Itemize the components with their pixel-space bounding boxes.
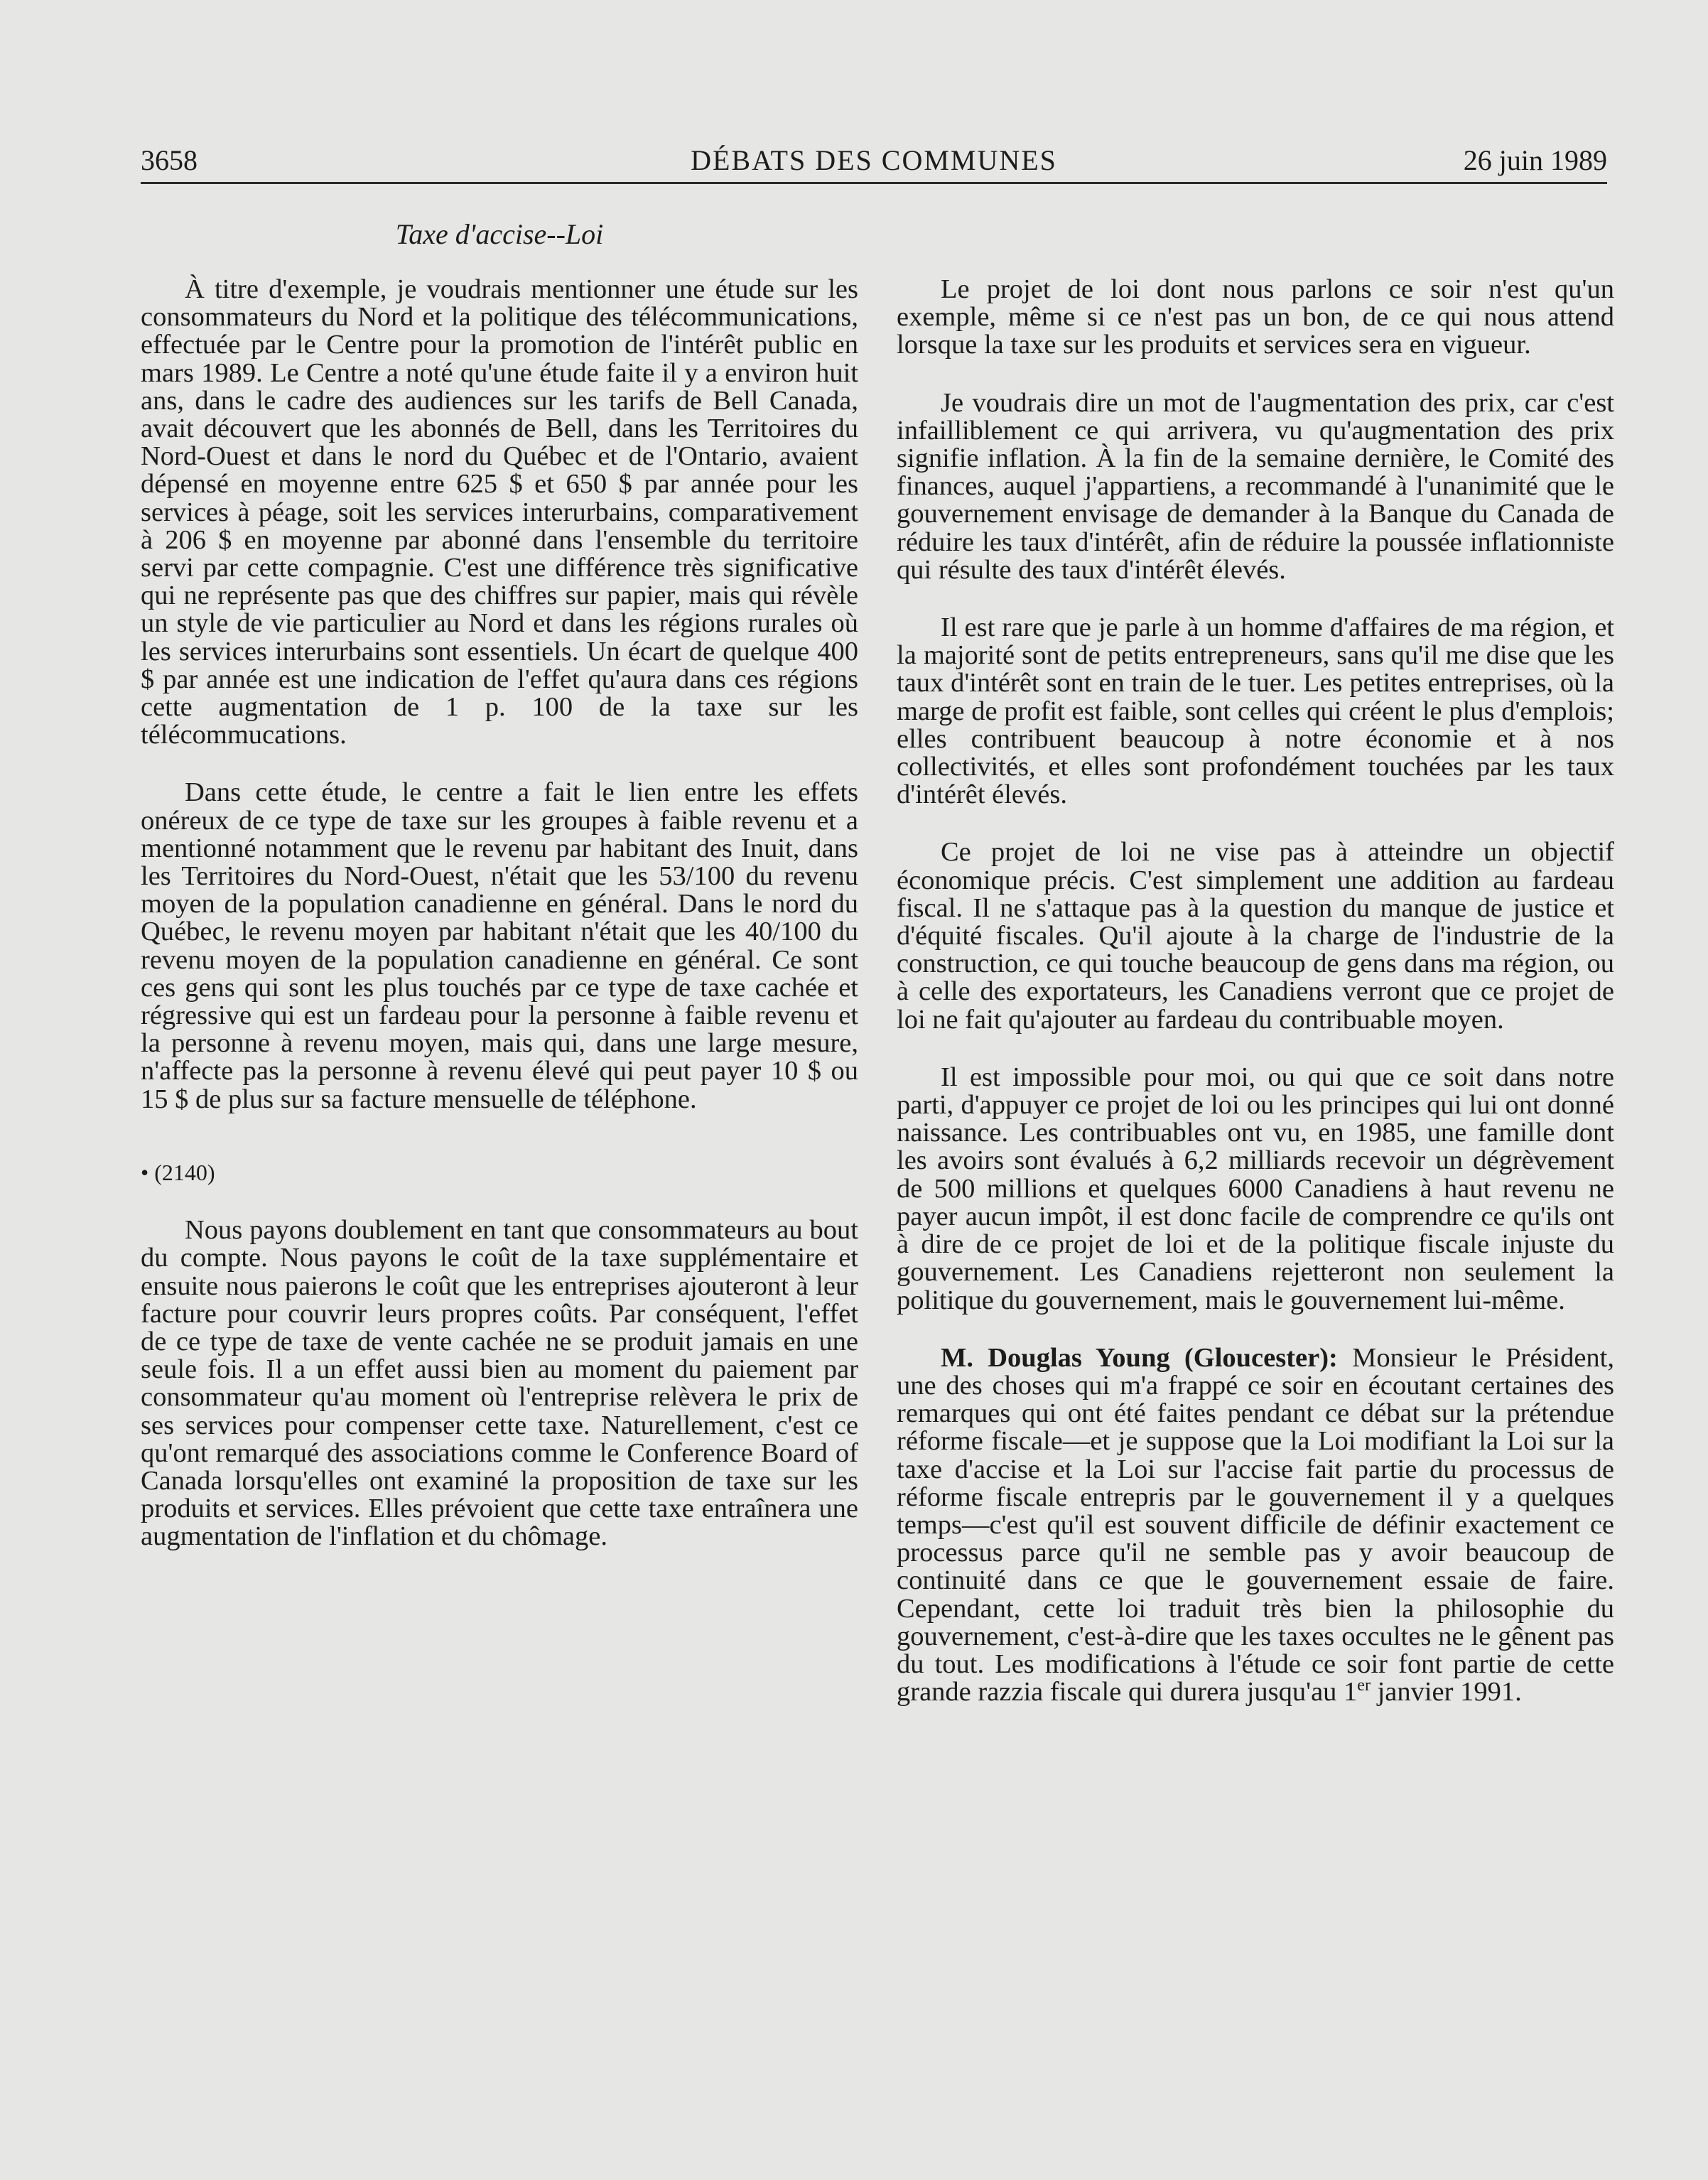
ordinal-suffix: er: [1357, 1676, 1371, 1695]
paragraph: Il est rare que je parle à un homme d'affaires de ma région, et la majorité sont de petits entrepreneurs, sans qu'il me dise que les taux d'intérêt sont en train de le tuer. Les petites entreprises, où la marge de profit est faible, sont celles qui créent le plus d'emplois; elles contribuent beaucoup à notre économie et à nos collectivités, et elles sont profondément touchées par les taux d'intérêt élevés.: [897, 613, 1614, 810]
time-marker: • (2140): [141, 1159, 215, 1185]
paragraph: Il est impossible pour moi, ou qui que ce soit dans notre parti, d'appuyer ce projet de loi ou les principes qui lui ont donné naissance. Les contribuables ont vu, en 1985, une famille dont les avoirs sont évalués à 6,2 milliards recevoir un dégrèvement de 500 millions et quelques 6000 Canadiens à haut revenu ne payer aucun impôt, il est donc facile de comprendre ce qu'ils ont à dire de ce projet de loi et de la politique fiscale injuste du gouvernement. Les Canadiens rejetteront non seulement la politique du gouvernement, mais le gouvernement lui-même.: [897, 1062, 1614, 1315]
speech-text: Monsieur le Président, une des choses qui m'a frappé ce soir en écoutant certaines des remarques qui ont été faites pendant ce débat sur la prétendue réforme fiscale—et je suppose que la Loi modifiant la Loi sur la taxe d'accise et la Loi sur l'accise fait partie du processus de réforme fiscale entrepris par le gouvernement il y a quelques temps—c'est qu'il est souvent difficile de définir exactement ce processus parce qu'il ne semble pas y avoir beaucoup de continuité dans ce que le gouvernement essaie de faire. Cependant, cette loi traduit très bien la philosophie du gouvernement, c'est-à-dire que les taxes occultes ne le gênent pas du tout. Les modifications à l'étude ce soir font partie de cette grande razzia fiscale qui durera jusqu'au 1: [897, 1342, 1615, 1707]
speaker-name: M. Douglas Young (Gloucester):: [941, 1342, 1338, 1373]
paragraph: Ce projet de loi ne vise pas à atteindre un objectif économique précis. C'est simplement une addition au fardeau fiscal. Il ne s'attaque pas à la question du manque de justice et d'équité fiscales. Qu'il ajoute à la charge de l'industrie de la construction, ce qui touche beaucoup de gens dans ma région, ou à celle des exportateurs, les Canadiens verront que ce projet de loi ne fait qu'ajouter au fardeau du contribuable moyen.: [897, 837, 1614, 1035]
speaker-paragraph: [897, 1344, 1614, 1707]
paragraph: À titre d'exemple, je voudrais mentionner une étude sur les consommateurs du Nord et la politique des télécommunications, effectuée par le Centre pour la promotion de l'intérêt public en mars 1989. Le Centre a noté qu'une étude faite il y a environ huit ans, dans le cadre des audiences sur les tarifs de Bell Canada, avait découvert que les abonnés de Bell, dans les Territoires du Nord-Ouest et dans le nord du Québec et de l'Ontario, avaient dépensé en moyenne entre 625 $ et 650 $ par année pour les services à péage, soit les services interurbains, comparativement à 206 $ en moyenne par abonné dans l'ensemble du territoire servi par cette compagnie. C'est une différence très significative qui ne représente pas que des chiffres sur papier, mais qui révèle un style de vie particulier au Nord et dans les régions rurales où les services interurbains sont essentiels. Un écart de quelque 400 $ par année est une indication de l'effet qu'aura dans ces régions cette augmentation de 1 p. 100 de la taxe sur les télécommucations.: [141, 274, 858, 750]
paragraph: Dans cette étude, le centre a fait le lien entre les effets onéreux de ce type de taxe sur les groupes à faible revenu et a mentionné notamment que le revenu par habitant des Inuit, dans les Territoires du Nord-Ouest, n'était que les 53/100 du revenu moyen de la population canadienne en général. Dans le nord du Québec, le revenu moyen par habitant n'était que les 40/100 du revenu moyen de la population canadienne en général. Ce sont ces gens qui sont les plus touchés par ce type de taxe cachée et régressive qui est un fardeau pour la personne à faible revenu et la personne à revenu moyen, mais qui, dans une large mesure, n'affecte pas la personne à revenu élevé qui peut payer 10 $ ou 15 $ de plus sur sa facture mensuelle de téléphone.: [141, 777, 858, 1114]
paragraph: Nous payons doublement en tant que consommateurs au bout du compte. Nous payons le coût de la taxe supplémentaire et ensuite nous paierons le coût que les entreprises ajouteront à leur facture pour couvrir leurs propres coûts. Par conséquent, l'effet de ce type de taxe de vente cachée ne se produit jamais en une seule fois. Il a un effet aussi bien au moment du paiement par consommateur qu'au moment où l'entreprise relèvera le prix de ses services pour compenser cette taxe. Naturellement, c'est ce qu'ont remarqué des associations comme le Conference Board of Canada lorsqu'elles ont examiné la proposition de taxe sur les produits et services. Elles prévoient que cette taxe entraînera une augmentation de l'inflation et du chômage.: [141, 1215, 858, 1552]
speech-text-end: janvier 1991.: [1370, 1677, 1522, 1707]
page-header: [141, 142, 1607, 184]
left-column: [141, 276, 858, 1551]
paragraph: Je voudrais dire un mot de l'augmentation des prix, car c'est infailliblement ce qui arrivera, vu qu'augmentation des prix signifie inflation. À la fin de la semaine dernière, le Comité des finances, auquel j'appartiens, a recommandé à l'unanimité que le gouvernement envisage de demander à la Banque du Canada de réduire les taux d'intérêt, afin de réduire la poussée inflationniste qui résulte des taux d'intérêt élevés.: [897, 387, 1614, 585]
running-title: Taxe d'accise--Loi: [395, 218, 604, 250]
issue-date: 26 juin 1989: [1463, 144, 1607, 176]
page-number: 3658: [141, 144, 198, 176]
paragraph: Le projet de loi dont nous parlons ce soir n'est qu'un exemple, même si ce n'est pas un bon, de ce qui nous attend lorsque la taxe sur les produits et services sera en vigueur.: [897, 274, 1614, 360]
right-column: [897, 276, 1614, 1706]
publication-title: DÉBATS DES COMMUNES: [691, 144, 1057, 176]
